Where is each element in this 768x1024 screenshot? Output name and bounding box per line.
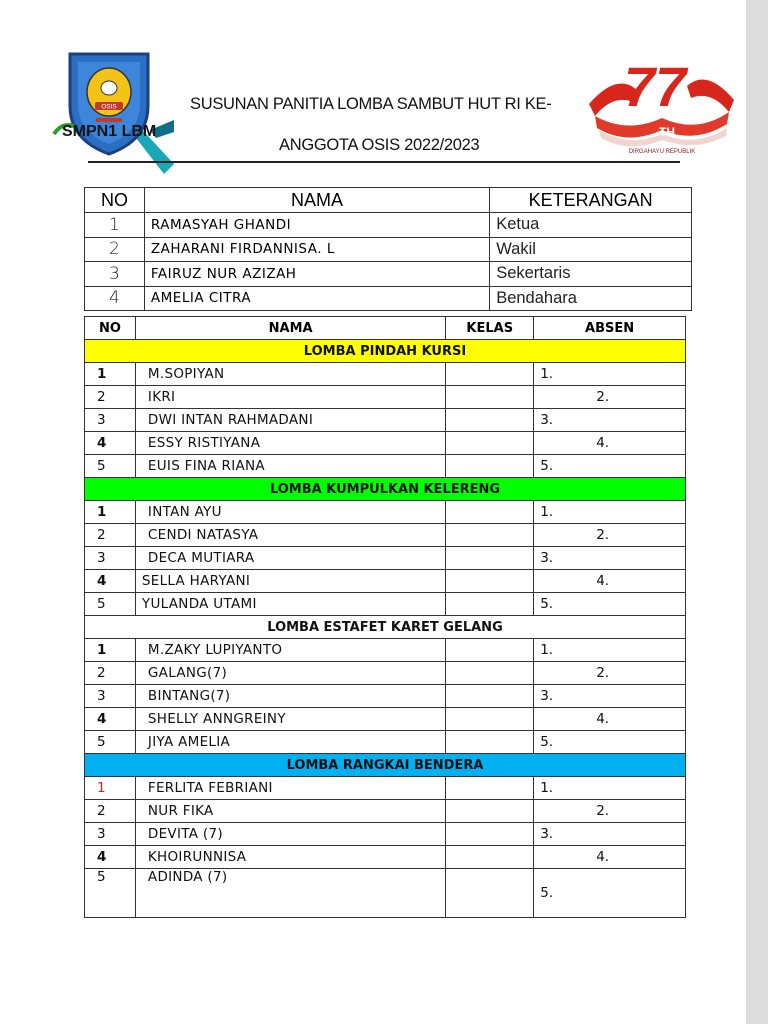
participant-row (85, 386, 686, 409)
participant-kelas (446, 501, 534, 524)
participant-no: 2 (85, 386, 136, 409)
committee-keterangan: Bendahara (490, 286, 692, 311)
participant-kelas (446, 823, 534, 846)
document-title-line2: ANGGOTA OSIS 2022/2023 (279, 136, 480, 154)
hut-ri-number: 77 (623, 55, 687, 118)
participant-row (85, 455, 686, 478)
participant-absen: 1. (534, 777, 686, 800)
section-header-row (85, 616, 686, 639)
committee-row (85, 286, 692, 311)
participant-absen: 1. (534, 501, 686, 524)
participant-absen: 5. (534, 869, 686, 918)
participant-no: 5 (85, 593, 136, 616)
section-header-row (85, 340, 686, 363)
participant-nama: YULANDA UTAMI (135, 593, 445, 616)
participant-no: 3 (85, 685, 136, 708)
participant-kelas (446, 524, 534, 547)
participant-nama: SELLA HARYANI (135, 570, 445, 593)
participant-no: 1 (85, 639, 136, 662)
participant-nama: DECA MUTIARA (135, 547, 445, 570)
participant-nama: INTAN AYU (135, 501, 445, 524)
participant-no: 5 (85, 455, 136, 478)
school-logo (40, 42, 179, 179)
committee-nama: AMELIA CITRA (144, 286, 489, 311)
committee-header-nama: NAMA (144, 188, 489, 213)
competition-header-no: NO (85, 317, 136, 340)
participant-nama: ADINDA (7) (135, 869, 445, 918)
participant-row (85, 570, 686, 593)
participant-no: 1 (85, 363, 136, 386)
committee-keterangan: Sekertaris (490, 262, 692, 287)
participant-nama: IKRI (135, 386, 445, 409)
committee-row (85, 262, 692, 287)
school-logo-text: SMPN1 LBM (62, 123, 157, 140)
participant-absen: 3. (534, 823, 686, 846)
participant-kelas (446, 386, 534, 409)
participant-nama: GALANG(7) (135, 662, 445, 685)
participant-no: 5 (85, 869, 136, 918)
section-title-estafet-karet-gelang: LOMBA ESTAFET KARET GELANG (85, 616, 686, 639)
participant-kelas (446, 547, 534, 570)
participant-kelas (446, 731, 534, 754)
participant-absen: 5. (534, 455, 686, 478)
participant-no: 3 (85, 547, 136, 570)
participant-kelas (446, 869, 534, 918)
section-header-row (85, 754, 686, 777)
participant-absen: 5. (534, 731, 686, 754)
participant-row (85, 524, 686, 547)
hut-ri-logo (587, 42, 736, 154)
participant-no: 5 (85, 731, 136, 754)
participant-nama: NUR FIKA (135, 800, 445, 823)
participant-row (85, 639, 686, 662)
committee-row (85, 237, 692, 262)
committee-keterangan: Ketua (490, 213, 692, 238)
participant-row (85, 685, 686, 708)
participant-kelas (446, 570, 534, 593)
participant-row (85, 800, 686, 823)
participant-no: 1 (85, 501, 136, 524)
participant-nama: FERLITA FEBRIANI (135, 777, 445, 800)
participant-absen: 2. (534, 524, 686, 547)
participant-row (85, 869, 686, 918)
participant-kelas (446, 846, 534, 869)
participant-row (85, 777, 686, 800)
participant-row (85, 708, 686, 731)
participant-absen: 3. (534, 685, 686, 708)
participant-absen: 4. (534, 708, 686, 731)
participant-kelas (446, 593, 534, 616)
hut-ri-caption: DIRGAHAYU REPUBLIK (628, 149, 696, 154)
participant-nama: JIYA AMELIA (135, 731, 445, 754)
competition-table (84, 316, 686, 918)
participant-row (85, 593, 686, 616)
participant-no: 3 (85, 823, 136, 846)
seal-text: OSIS (101, 103, 117, 111)
participant-no: 4 (85, 846, 136, 869)
section-title-rangkai-bendera: LOMBA RANGKAI BENDERA (85, 754, 686, 777)
participant-no: 3 (85, 409, 136, 432)
participant-absen: 2. (534, 386, 686, 409)
committee-header-row (85, 188, 692, 213)
participant-no: 2 (85, 662, 136, 685)
committee-row (85, 213, 692, 238)
participant-kelas (446, 777, 534, 800)
committee-no: 3 (85, 262, 145, 287)
section-header-row (85, 478, 686, 501)
participant-row (85, 501, 686, 524)
participant-nama: M.SOPIYAN (135, 363, 445, 386)
participant-kelas (446, 455, 534, 478)
participant-no: 4 (85, 570, 136, 593)
participant-row (85, 731, 686, 754)
participant-no: 2 (85, 800, 136, 823)
document-title-line1: SUSUNAN PANITIA LOMBA SAMBUT HUT RI KE- (190, 95, 552, 113)
participant-row (85, 432, 686, 455)
participant-absen: 4. (534, 570, 686, 593)
participant-absen: 2. (534, 800, 686, 823)
committee-nama: RAMASYAH GHANDI (144, 213, 489, 238)
participant-kelas (446, 363, 534, 386)
participant-row (85, 409, 686, 432)
competition-header-kelas: KELAS (446, 317, 534, 340)
participant-no: 4 (85, 432, 136, 455)
participant-absen: 1. (534, 639, 686, 662)
participant-absen: 2. (534, 662, 686, 685)
participant-kelas (446, 800, 534, 823)
participant-absen: 4. (534, 432, 686, 455)
competition-header-absen: ABSEN (534, 317, 686, 340)
committee-table (84, 187, 692, 311)
committee-keterangan: Wakil (490, 237, 692, 262)
participant-row (85, 662, 686, 685)
participant-nama: BINTANG(7) (135, 685, 445, 708)
participant-nama: ESSY RISTIYANA (135, 432, 445, 455)
participant-absen: 1. (534, 363, 686, 386)
participant-nama: CENDI NATASYA (135, 524, 445, 547)
section-title-kumpulkan-kelereng: LOMBA KUMPULKAN KELERENG (85, 478, 686, 501)
participant-kelas (446, 432, 534, 455)
hut-ri-suffix: TH (659, 125, 675, 139)
participant-row (85, 823, 686, 846)
participant-absen: 3. (534, 409, 686, 432)
participant-kelas (446, 662, 534, 685)
participant-nama: KHOIRUNNISA (135, 846, 445, 869)
participant-nama: DEVITA (7) (135, 823, 445, 846)
participant-absen: 4. (534, 846, 686, 869)
school-logo-graphic (40, 42, 179, 179)
participant-row (85, 363, 686, 386)
participant-no: 2 (85, 524, 136, 547)
participant-absen: 5. (534, 593, 686, 616)
committee-no: 4 (85, 286, 145, 311)
section-title-pindah-kursi: LOMBA PINDAH KURSI (85, 340, 686, 363)
participant-row (85, 547, 686, 570)
participant-nama: SHELLY ANNGREINY (135, 708, 445, 731)
participant-no: 4 (85, 708, 136, 731)
participant-kelas (446, 409, 534, 432)
participant-nama: M.ZAKY LUPIYANTO (135, 639, 445, 662)
committee-nama: ZAHARANI FIRDANNISA. L (144, 237, 489, 262)
hut-ri-logo-graphic (587, 42, 736, 154)
participant-kelas (446, 708, 534, 731)
participant-kelas (446, 685, 534, 708)
committee-no: 1 (85, 213, 145, 238)
committee-nama: FAIRUZ NUR AZIZAH (144, 262, 489, 287)
participant-nama: DWI INTAN RAHMADANI (135, 409, 445, 432)
participant-absen: 3. (534, 547, 686, 570)
participant-nama: EUIS FINA RIANA (135, 455, 445, 478)
participant-kelas (446, 639, 534, 662)
competition-header-row (85, 317, 686, 340)
title-underline (88, 161, 680, 163)
committee-header-no: NO (85, 188, 145, 213)
participant-no: 1 (85, 777, 136, 800)
committee-no: 2 (85, 237, 145, 262)
participant-row (85, 846, 686, 869)
committee-header-keterangan: KETERANGAN (490, 188, 692, 213)
competition-header-nama: NAMA (135, 317, 445, 340)
